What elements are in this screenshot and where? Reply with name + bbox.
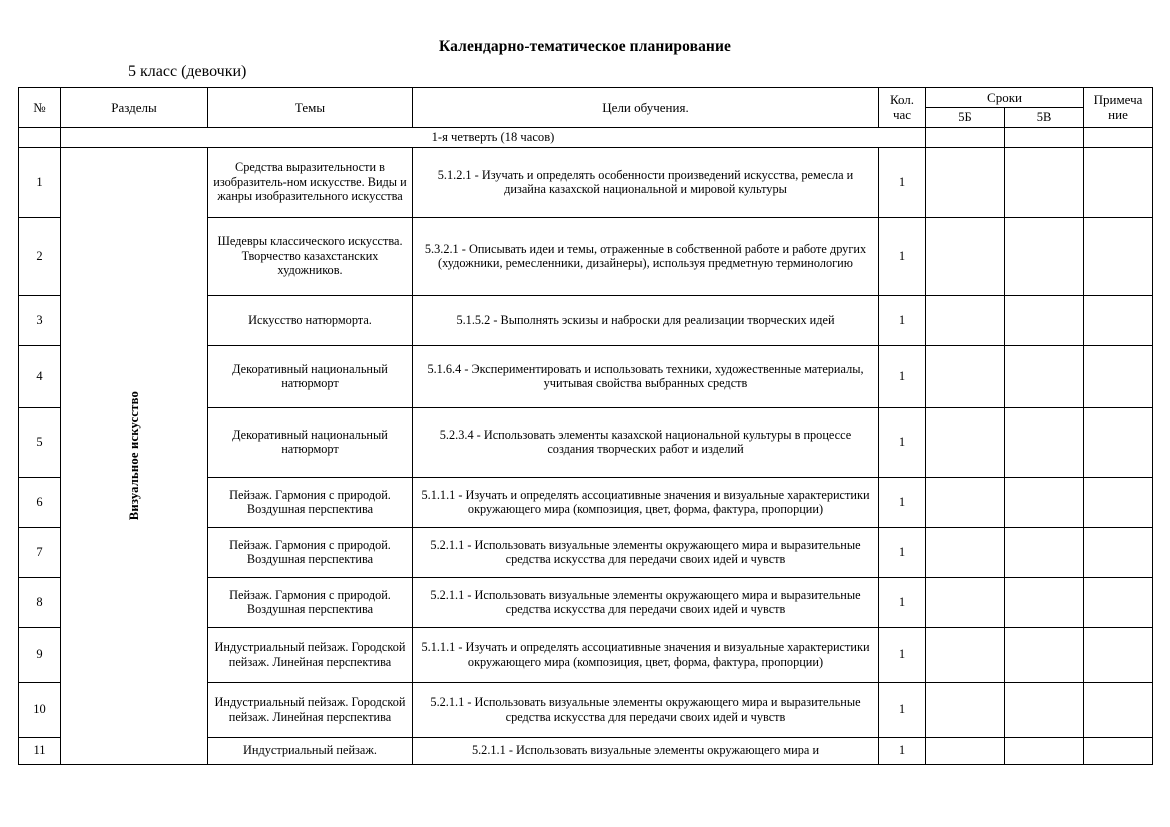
term-5v-cell[interactable]	[1005, 577, 1084, 627]
term-5v-cell[interactable]	[1005, 627, 1084, 682]
page-subtitle: 5 класс (девочки)	[128, 63, 247, 81]
term-5b-cell[interactable]	[926, 407, 1005, 477]
column-header-note	[1084, 87, 1153, 127]
note-cell[interactable]	[1084, 345, 1153, 407]
page-title: Календарно-тематическое планирование	[439, 38, 731, 55]
row-number-cell: 11	[19, 737, 61, 764]
row-number-cell: 1	[19, 147, 61, 217]
hours-cell: 1	[879, 147, 926, 217]
topic-cell: Индустриальный пейзаж.	[208, 737, 413, 764]
note-cell[interactable]	[1084, 627, 1153, 682]
goal-cell: 5.2.1.1 - Использовать визуальные элементы окружающего мира и выразительные средства искусства для передачи своих идей и чувств	[413, 527, 879, 577]
term-5v-cell[interactable]	[1005, 477, 1084, 527]
column-header-term-5v: 5В	[1005, 107, 1084, 127]
column-header-hours	[879, 87, 926, 127]
term-5b-cell[interactable]	[926, 737, 1005, 764]
quarter-row-5b	[926, 127, 1005, 147]
table-row	[19, 147, 1153, 217]
hours-cell: 1	[879, 217, 926, 295]
column-header-terms: Сроки	[926, 87, 1084, 107]
term-5v-cell[interactable]	[1005, 527, 1084, 577]
row-number-cell: 2	[19, 217, 61, 295]
hours-cell: 1	[879, 477, 926, 527]
column-header-number: №	[19, 87, 61, 127]
goal-cell: 5.2.1.1 - Использовать визуальные элементы окружающего мира и выразительные средства искусства для передачи своих идей и чувств	[413, 577, 879, 627]
term-5b-cell[interactable]	[926, 147, 1005, 217]
calendar-thematic-planning-table	[18, 87, 1153, 765]
goal-cell: 5.1.2.1 - Изучать и определять особенности произведений искусства, ремесла и дизайна казахской национальной и мировой культуры	[413, 147, 879, 217]
topic-cell: Индустриальный пейзаж. Городской пейзаж. Линейная перспектива	[208, 682, 413, 737]
row-number-cell: 8	[19, 577, 61, 627]
hours-cell: 1	[879, 345, 926, 407]
topic-cell: Декоративный национальный натюрморт	[208, 407, 413, 477]
term-5b-cell[interactable]	[926, 682, 1005, 737]
hours-header-line1: Кол.	[889, 91, 915, 107]
note-header-line1: Примеча	[1093, 91, 1143, 107]
note-cell[interactable]	[1084, 527, 1153, 577]
goal-cell: 5.3.2.1 - Описывать идеи и темы, отраженные в собственной работе и работе других (художники, ремесленники, дизайнеры), используя предметную терминологию	[413, 217, 879, 295]
header-row-main	[19, 87, 1153, 107]
topic-cell: Шедевры классического искусства. Творчество казахстанских художников.	[208, 217, 413, 295]
term-5v-cell[interactable]	[1005, 217, 1084, 295]
hours-cell: 1	[879, 577, 926, 627]
term-5b-cell[interactable]	[926, 217, 1005, 295]
term-5v-cell[interactable]	[1005, 295, 1084, 345]
row-number-cell: 5	[19, 407, 61, 477]
note-cell[interactable]	[1084, 477, 1153, 527]
quarter-row-note	[1084, 127, 1153, 147]
hours-header-line2: час	[892, 107, 912, 123]
topic-cell: Искусство натюрморта.	[208, 295, 413, 345]
row-number-cell: 4	[19, 345, 61, 407]
term-5b-cell[interactable]	[926, 527, 1005, 577]
row-number-cell: 9	[19, 627, 61, 682]
hours-cell: 1	[879, 527, 926, 577]
topic-cell: Декоративный национальный натюрморт	[208, 345, 413, 407]
table-body	[19, 127, 1153, 764]
goal-cell: 5.1.1.1 - Изучать и определять ассоциативные значения и визуальные характеристики окружающего мира (композиция, цвет, форма, фактура, пропорции)	[413, 627, 879, 682]
term-5b-cell[interactable]	[926, 477, 1005, 527]
topic-cell: Пейзаж. Гармония с природой. Воздушная перспектива	[208, 527, 413, 577]
column-header-sections: Разделы	[61, 87, 208, 127]
term-5b-cell[interactable]	[926, 577, 1005, 627]
section-label: Визуальное искусство	[126, 390, 141, 521]
goal-cell: 5.2.3.4 - Использовать элементы казахской национальной культуры в процессе создания творческих работ и изделий	[413, 407, 879, 477]
term-5b-cell[interactable]	[926, 295, 1005, 345]
hours-cell: 1	[879, 737, 926, 764]
note-cell[interactable]	[1084, 407, 1153, 477]
term-5b-cell[interactable]	[926, 627, 1005, 682]
term-5v-cell[interactable]	[1005, 345, 1084, 407]
column-header-topics: Темы	[208, 87, 413, 127]
quarter-title: 1-я четверть (18 часов)	[61, 127, 926, 147]
term-5v-cell[interactable]	[1005, 682, 1084, 737]
hours-cell: 1	[879, 295, 926, 345]
quarter-row-5v	[1005, 127, 1084, 147]
row-number-cell: 3	[19, 295, 61, 345]
goal-cell: 5.1.1.1 - Изучать и определять ассоциативные значения и визуальные характеристики окружающего мира (композиция, цвет, форма, фактура, пропорции)	[413, 477, 879, 527]
note-cell[interactable]	[1084, 737, 1153, 764]
topic-cell: Пейзаж. Гармония с природой. Воздушная перспектива	[208, 577, 413, 627]
term-5v-cell[interactable]	[1005, 737, 1084, 764]
row-number-cell: 7	[19, 527, 61, 577]
hours-cell: 1	[879, 682, 926, 737]
note-cell[interactable]	[1084, 682, 1153, 737]
quarter-divider-row	[19, 127, 1153, 147]
section-label-wrap	[64, 391, 204, 520]
column-header-goals: Цели обучения.	[413, 87, 879, 127]
table-header	[19, 87, 1153, 127]
row-number-cell: 10	[19, 682, 61, 737]
term-5b-cell[interactable]	[926, 345, 1005, 407]
goal-cell: 5.2.1.1 - Использовать визуальные элементы окружающего мира и выразительные средства искусства для передачи своих идей и чувств	[413, 682, 879, 737]
note-header-line2: ние	[1108, 107, 1128, 123]
goal-cell: 5.2.1.1 - Использовать визуальные элементы окружающего мира и	[413, 737, 879, 764]
hours-cell: 1	[879, 627, 926, 682]
topic-cell: Индустриальный пейзаж. Городской пейзаж. Линейная перспектива	[208, 627, 413, 682]
term-5v-cell[interactable]	[1005, 147, 1084, 217]
note-cell[interactable]	[1084, 295, 1153, 345]
column-header-term-5b: 5Б	[926, 107, 1005, 127]
term-5v-cell[interactable]	[1005, 407, 1084, 477]
goal-cell: 5.1.5.2 - Выполнять эскизы и наброски для реализации творческих идей	[413, 295, 879, 345]
hours-cell: 1	[879, 407, 926, 477]
row-number-cell: 6	[19, 477, 61, 527]
goal-cell: 5.1.6.4 - Экспериментировать и использовать техники, художественные материалы, учитывая свойства выбранных средств	[413, 345, 879, 407]
note-cell[interactable]	[1084, 577, 1153, 627]
topic-cell: Пейзаж. Гармония с природой. Воздушная перспектива	[208, 477, 413, 527]
section-cell	[61, 147, 208, 764]
note-cell[interactable]	[1084, 147, 1153, 217]
topic-cell: Средства выразительности в изобразитель-ном искусстве. Виды и жанры изобразительного искусства	[208, 147, 413, 217]
note-cell[interactable]	[1084, 217, 1153, 295]
quarter-row-empty-num	[19, 127, 61, 147]
